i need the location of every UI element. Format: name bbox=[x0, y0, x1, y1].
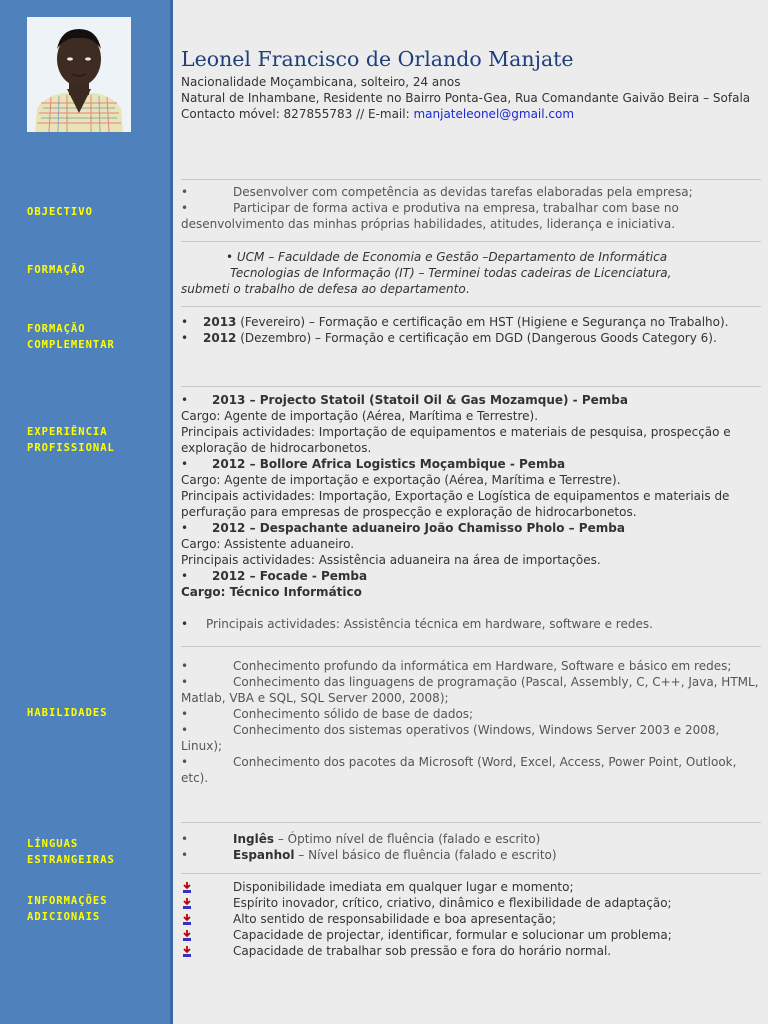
job-actividades: Principais actividades: Assistência aduaneira na área de importações. bbox=[181, 553, 601, 567]
arrow-bullet-icon bbox=[182, 930, 192, 941]
section-informacoes bbox=[181, 879, 763, 959]
bullet: • bbox=[181, 659, 189, 673]
section-objectivo bbox=[181, 184, 763, 232]
bullet: • bbox=[181, 521, 189, 535]
list-item: • Conhecimento dos pacotes da Microsoft (Word, Excel, Access, Power Point, Outlook, etc). bbox=[181, 755, 737, 785]
label-experiencia: EXPERIÊNCIA PROFISSIONAL bbox=[27, 426, 115, 454]
job-title: 2013 – Projecto Statoil (Statoil Oil & Gas Mozamque) - Pemba bbox=[212, 393, 628, 407]
job-entry bbox=[181, 392, 763, 456]
job-title: 2012 – Despachante aduaneiro João Chamisso Pholo – Pemba bbox=[212, 521, 625, 535]
contact-prefix: Contacto móvel: 827855783 // E-mail: bbox=[181, 107, 414, 121]
label-linguas: LÍNGUAS ESTRANGEIRAS bbox=[27, 838, 115, 866]
job-entry bbox=[181, 456, 763, 520]
job-actividades: Principais actividades: Assistência técnica em hardware, software e redes. bbox=[206, 617, 653, 631]
list-item: • 2013 (Fevereiro) – Formação e certificação em HST (Higiene e Segurança no Trabalho). bbox=[181, 315, 729, 329]
separator bbox=[181, 179, 761, 180]
bullet: • bbox=[181, 315, 189, 329]
label-formacao: FORMAÇÃO bbox=[27, 264, 86, 276]
bullet: • bbox=[181, 569, 189, 583]
list-item: Disponibilidade imediata em qualquer lugar e momento; bbox=[181, 879, 763, 895]
bullet: • bbox=[181, 723, 189, 737]
label-objectivo: OBJECTIVO bbox=[27, 206, 93, 218]
job-cargo: Cargo: Agente de importação (Aérea, Marítima e Terrestre). bbox=[181, 409, 539, 423]
section-linguas bbox=[181, 831, 763, 863]
list-item: • Conhecimento das linguagens de programação (Pascal, Assembly, C, C++, Java, HTML, Matlab, VBA e SQL, SQL Server 2000, 2008); bbox=[181, 675, 759, 705]
bullet: • bbox=[181, 707, 189, 721]
nationality-line: Nacionalidade Moçambicana, solteiro, 24 anos bbox=[181, 75, 461, 89]
list-item: • Participar de forma activa e produtiva na empresa, trabalhar com base no desenvolvimento das minhas próprias habilidades, atitudes, liderança e iniciativa. bbox=[181, 201, 679, 231]
list-item: Espírito inovador, crítico, criativo, dinâmico e flexibilidade de adaptação; bbox=[181, 895, 763, 911]
list-item: • Conhecimento dos sistemas operativos (Windows, Windows Server 2003 e 2008, Linux); bbox=[181, 723, 720, 753]
arrow-bullet-icon bbox=[182, 898, 192, 909]
list-item: • Desenvolver com competência as devidas tarefas elaboradas pela empresa; bbox=[181, 185, 693, 199]
language-name: Inglês bbox=[233, 832, 274, 846]
language-name: Espanhol bbox=[233, 848, 295, 862]
bullet: • bbox=[181, 755, 189, 769]
profile-photo bbox=[27, 17, 131, 132]
job-entry bbox=[181, 568, 763, 632]
job-cargo: Cargo: Técnico Informático bbox=[181, 585, 362, 599]
list-item: • Conhecimento sólido de base de dados; bbox=[181, 707, 474, 721]
bullet: • bbox=[181, 457, 189, 471]
section-formacao-complementar bbox=[181, 314, 763, 346]
bullet: • bbox=[181, 832, 189, 846]
formacao-line1: • UCM – Faculdade de Economia e Gestão –Departamento de Informática bbox=[226, 250, 668, 264]
job-entry bbox=[181, 520, 763, 568]
list-item: Alto sentido de responsabilidade e boa apresentação; bbox=[181, 911, 763, 927]
arrow-bullet-icon bbox=[182, 882, 192, 893]
arrow-bullet-icon bbox=[182, 946, 192, 957]
separator bbox=[181, 822, 761, 823]
sidebar bbox=[0, 0, 170, 1024]
list-item: • 2012 (Dezembro) – Formação e certificação em DGD (Dangerous Goods Category 6). bbox=[181, 331, 717, 345]
job-cargo: Cargo: Assistente aduaneiro. bbox=[181, 537, 355, 551]
bullet: • bbox=[181, 848, 189, 862]
label-informacoes: INFORMAÇÕES ADICIONAIS bbox=[27, 895, 108, 923]
contact-line bbox=[181, 106, 761, 122]
formacao-line3: submeti o trabalho de defesa ao departamento. bbox=[181, 282, 470, 296]
separator bbox=[181, 386, 761, 387]
bullet: • bbox=[181, 393, 189, 407]
separator bbox=[181, 873, 761, 874]
separator bbox=[181, 646, 761, 647]
label-habilidades: HABILIDADES bbox=[27, 707, 108, 719]
label-formacao-complementar: FORMAÇÃO COMPLEMENTAR bbox=[27, 323, 115, 351]
list-item: Capacidade de trabalhar sob pressão e fora do horário normal. bbox=[181, 943, 763, 959]
list-item: • Conhecimento profundo da informática em Hardware, Software e básico em redes; bbox=[181, 659, 732, 673]
section-formacao bbox=[181, 249, 763, 297]
job-title: 2012 – Focade - Pemba bbox=[212, 569, 368, 583]
separator bbox=[181, 306, 761, 307]
bullet: • bbox=[181, 201, 189, 215]
bullet: • bbox=[181, 675, 189, 689]
list-item: Capacidade de projectar, identificar, formular e solucionar um problema; bbox=[181, 927, 763, 943]
candidate-name: Leonel Francisco de Orlando Manjate bbox=[181, 47, 574, 71]
address-line: Natural de Inhambane, Residente no Bairro Ponta-Gea, Rua Comandante Gaivão Beira – Sofala bbox=[181, 91, 751, 105]
section-habilidades bbox=[181, 658, 763, 786]
email-link[interactable]: manjateleonel@gmail.com bbox=[413, 107, 575, 121]
list-item: • Espanhol – Nível básico de fluência (falado e escrito) bbox=[181, 848, 557, 862]
job-cargo: Cargo: Agente de importação e exportação (Aérea, Marítima e Terrestre). bbox=[181, 473, 621, 487]
section-experiencia bbox=[181, 392, 763, 632]
job-actividades: Principais actividades: Importação, Exportação e Logística de equipamentos e materiais de perfuração para empresas de prospecção e exploração de hidrocarbonetos. bbox=[181, 489, 730, 519]
list-item: • Inglês – Óptimo nível de fluência (falado e escrito) bbox=[181, 832, 541, 846]
bullet: • bbox=[181, 331, 189, 345]
bullet: • bbox=[181, 617, 189, 631]
arrow-bullet-icon bbox=[182, 914, 192, 925]
job-actividades: Principais actividades: Importação de equipamentos e materiais de pesquisa, prospecção e exploração de hidrocarbonetos. bbox=[181, 425, 731, 455]
bullet: • bbox=[181, 185, 189, 199]
separator bbox=[181, 241, 761, 242]
job-title: 2012 – Bollore Africa Logistics Moçambique - Pemba bbox=[212, 457, 566, 471]
personal-info bbox=[181, 74, 761, 122]
formacao-line2: Tecnologias de Informação (IT) – Terminei todas cadeiras de Licenciatura, bbox=[230, 266, 672, 280]
